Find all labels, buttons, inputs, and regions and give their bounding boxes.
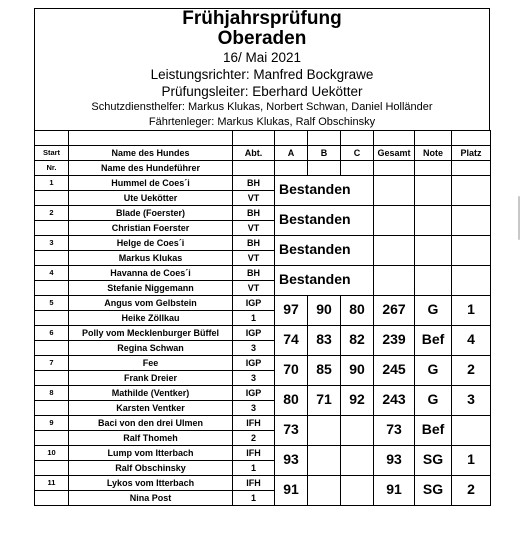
total-score	[374, 236, 415, 266]
entry-row-dog	[35, 296, 491, 311]
column-subheader-row	[35, 161, 491, 176]
result-passed	[275, 266, 374, 296]
place	[452, 446, 491, 476]
col-c: C	[341, 146, 374, 161]
exam-level: 3	[233, 401, 275, 416]
start-number-blank	[35, 461, 69, 476]
score-c-text: 92	[349, 391, 365, 407]
score-a	[275, 296, 308, 326]
handler-name: Stefanie Niggemann	[69, 281, 233, 296]
score-a	[275, 386, 308, 416]
grade	[415, 446, 452, 476]
handler-name: Frank Dreier	[69, 371, 233, 386]
start-number: 4	[35, 266, 69, 281]
place	[452, 236, 491, 266]
exam-type: IGP	[233, 386, 275, 401]
exam-level: 1	[233, 491, 275, 506]
score-b-text: 90	[316, 301, 332, 317]
score-a	[275, 476, 308, 506]
results-table	[34, 130, 491, 506]
result-passed	[275, 206, 374, 236]
grade	[415, 326, 452, 356]
col-abt: Abt.	[233, 146, 275, 161]
start-number-blank	[35, 401, 69, 416]
handler-name: Ute Uekötter	[69, 191, 233, 206]
dog-name: Hummel de Coes´i	[69, 176, 233, 191]
grade	[415, 296, 452, 326]
score-c-text: 82	[349, 331, 365, 347]
score-b	[308, 476, 341, 506]
exam-level: VT	[233, 221, 275, 236]
start-number: 7	[35, 356, 69, 371]
col-handler-name: Name des Hundeführer	[69, 161, 233, 176]
event-date: 16/ Mai 2021	[222, 50, 302, 65]
total-score-text: 91	[386, 481, 402, 497]
entry-row-dog	[35, 236, 491, 251]
result-passed-text: Bestanden	[279, 241, 351, 257]
event-title: Frühjahrsprüfung	[182, 8, 342, 29]
place-text: 2	[467, 361, 475, 377]
col-a: A	[275, 146, 308, 161]
exam-type: BH	[233, 206, 275, 221]
score-c-text: 90	[349, 361, 365, 377]
start-number-blank	[35, 371, 69, 386]
place-text: 1	[467, 301, 475, 317]
start-number-blank	[35, 191, 69, 206]
grade-text: G	[427, 391, 439, 407]
start-number: 3	[35, 236, 69, 251]
place	[452, 476, 491, 506]
result-passed-text: Bestanden	[279, 271, 351, 287]
score-c	[341, 326, 374, 356]
exam-level: 1	[233, 311, 275, 326]
handler-name: Ralf Thomeh	[69, 431, 233, 446]
handler-name: Ralf Obschinsky	[69, 461, 233, 476]
entry-row-dog	[35, 416, 491, 431]
score-b	[308, 356, 341, 386]
place	[452, 326, 491, 356]
score-a	[275, 416, 308, 446]
score-c	[341, 446, 374, 476]
start-number: 10	[35, 446, 69, 461]
place-text: 2	[467, 481, 475, 497]
total-score-text: 243	[382, 391, 406, 407]
exam-level: VT	[233, 251, 275, 266]
grade	[415, 416, 452, 446]
handler-name: Regina Schwan	[69, 341, 233, 356]
entry-row-dog	[35, 176, 491, 191]
place	[452, 266, 491, 296]
total-score-text: 93	[386, 451, 402, 467]
score-c-text: 80	[349, 301, 365, 317]
score-b-text: 71	[316, 391, 332, 407]
start-number: 2	[35, 206, 69, 221]
total-score	[374, 446, 415, 476]
start-number: 6	[35, 326, 69, 341]
score-b	[308, 416, 341, 446]
place	[452, 296, 491, 326]
spacer-row	[35, 131, 491, 146]
total-score-text: 245	[382, 361, 406, 377]
score-a-text: 97	[283, 301, 299, 317]
place	[452, 176, 491, 206]
result-passed-text: Bestanden	[279, 181, 351, 197]
entry-row-dog	[35, 386, 491, 401]
score-a-text: 73	[283, 421, 299, 437]
score-a-text: 80	[283, 391, 299, 407]
entry-row-dog	[35, 326, 491, 341]
start-number-blank	[35, 251, 69, 266]
exam-type: IFH	[233, 416, 275, 431]
trial-leader-line: Prüfungsleiter: Eberhard Uekötter	[161, 84, 363, 99]
result-passed	[275, 236, 374, 266]
entry-row-dog	[35, 446, 491, 461]
helpers-line: Schutzdiensthelfer: Markus Klukas, Norbert Schwan, Daniel Holländer	[91, 101, 433, 113]
start-number-blank	[35, 431, 69, 446]
start-number-blank	[35, 281, 69, 296]
grade-text: G	[427, 361, 439, 377]
exam-level: 3	[233, 341, 275, 356]
exam-type: BH	[233, 266, 275, 281]
exam-level: VT	[233, 281, 275, 296]
grade-text: SG	[422, 481, 444, 497]
score-b	[308, 296, 341, 326]
grade	[415, 266, 452, 296]
place	[452, 416, 491, 446]
score-c	[341, 386, 374, 416]
total-score	[374, 386, 415, 416]
col-place: Platz	[452, 146, 491, 161]
grade	[415, 176, 452, 206]
exam-type: IGP	[233, 326, 275, 341]
total-score	[374, 356, 415, 386]
start-number-blank	[35, 491, 69, 506]
grade-text: Bef	[421, 331, 445, 347]
dog-name: Blade (Foerster)	[69, 206, 233, 221]
grade-text: Bef	[421, 421, 445, 437]
handler-name: Heike Zöllkau	[69, 311, 233, 326]
score-a	[275, 326, 308, 356]
place-text: 4	[467, 331, 475, 347]
score-a-text: 93	[283, 451, 299, 467]
exam-type: IFH	[233, 476, 275, 491]
start-number: 8	[35, 386, 69, 401]
score-b	[308, 446, 341, 476]
grade	[415, 386, 452, 416]
total-score-text: 73	[386, 421, 402, 437]
start-number-blank	[35, 221, 69, 236]
start-number-blank	[35, 311, 69, 326]
score-b-text: 85	[316, 361, 332, 377]
score-c	[341, 296, 374, 326]
dog-name: Polly vom Mecklenburger Büffel	[69, 326, 233, 341]
grade	[415, 206, 452, 236]
total-score	[374, 416, 415, 446]
column-header-row	[35, 146, 491, 161]
start-number: 5	[35, 296, 69, 311]
total-score-text: 267	[382, 301, 406, 317]
place	[452, 356, 491, 386]
col-grade: Note	[415, 146, 452, 161]
score-a-text: 91	[283, 481, 299, 497]
result-passed	[275, 176, 374, 206]
exam-level: 3	[233, 371, 275, 386]
scrollbar[interactable]	[518, 196, 520, 240]
grade-text: SG	[422, 451, 444, 467]
header-box	[34, 8, 490, 130]
total-score	[374, 476, 415, 506]
dog-name: Lykos vom Itterbach	[69, 476, 233, 491]
dog-name: Helge de Coes´i	[69, 236, 233, 251]
exam-level: VT	[233, 191, 275, 206]
results-sheet	[34, 8, 490, 506]
result-passed-text: Bestanden	[279, 211, 351, 227]
total-score	[374, 176, 415, 206]
handler-name: Nina Post	[69, 491, 233, 506]
place	[452, 386, 491, 416]
score-a	[275, 446, 308, 476]
exam-type: BH	[233, 236, 275, 251]
total-score	[374, 266, 415, 296]
total-score	[374, 326, 415, 356]
start-number: 11	[35, 476, 69, 491]
exam-type: IGP	[233, 356, 275, 371]
handler-name: Karsten Ventker	[69, 401, 233, 416]
score-b	[308, 326, 341, 356]
score-c	[341, 416, 374, 446]
handler-name: Christian Foerster	[69, 221, 233, 236]
start-number-blank	[35, 341, 69, 356]
grade	[415, 476, 452, 506]
judge-line: Leistungsrichter: Manfred Bockgrawe	[150, 67, 374, 82]
score-c	[341, 356, 374, 386]
dog-name: Angus vom Gelbstein	[69, 296, 233, 311]
place-text: 1	[467, 451, 475, 467]
dog-name: Mathilde (Ventker)	[69, 386, 233, 401]
entry-row-dog	[35, 476, 491, 491]
start-number: 9	[35, 416, 69, 431]
grade	[415, 356, 452, 386]
total-score	[374, 296, 415, 326]
event-location: Oberaden	[217, 28, 307, 49]
score-a	[275, 356, 308, 386]
entry-row-dog	[35, 356, 491, 371]
entry-row-dog	[35, 206, 491, 221]
score-b	[308, 386, 341, 416]
exam-type: BH	[233, 176, 275, 191]
score-c	[341, 476, 374, 506]
exam-type: IFH	[233, 446, 275, 461]
total-score-text: 239	[382, 331, 406, 347]
grade-text: G	[427, 301, 439, 317]
dog-name: Baci von den drei Ulmen	[69, 416, 233, 431]
entry-row-dog	[35, 266, 491, 281]
dog-name: Lump vom Itterbach	[69, 446, 233, 461]
col-start: Start	[35, 146, 69, 161]
score-b-text: 83	[316, 331, 332, 347]
col-start-sub: Nr.	[35, 161, 69, 176]
grade	[415, 236, 452, 266]
dog-name: Havanna de Coes´i	[69, 266, 233, 281]
exam-level: 1	[233, 461, 275, 476]
handler-name: Markus Klukas	[69, 251, 233, 266]
dog-name: Fee	[69, 356, 233, 371]
exam-type: IGP	[233, 296, 275, 311]
total-score	[374, 206, 415, 236]
exam-level: 2	[233, 431, 275, 446]
track-layers-line: Fährtenleger: Markus Klukas, Ralf Obschinsky	[148, 116, 376, 128]
col-dog-name: Name des Hundes	[69, 146, 233, 161]
score-a-text: 74	[283, 331, 299, 347]
score-a-text: 70	[283, 361, 299, 377]
place	[452, 206, 491, 236]
place-text: 3	[467, 391, 475, 407]
start-number: 1	[35, 176, 69, 191]
col-b: B	[308, 146, 341, 161]
col-total: Gesamt	[374, 146, 415, 161]
